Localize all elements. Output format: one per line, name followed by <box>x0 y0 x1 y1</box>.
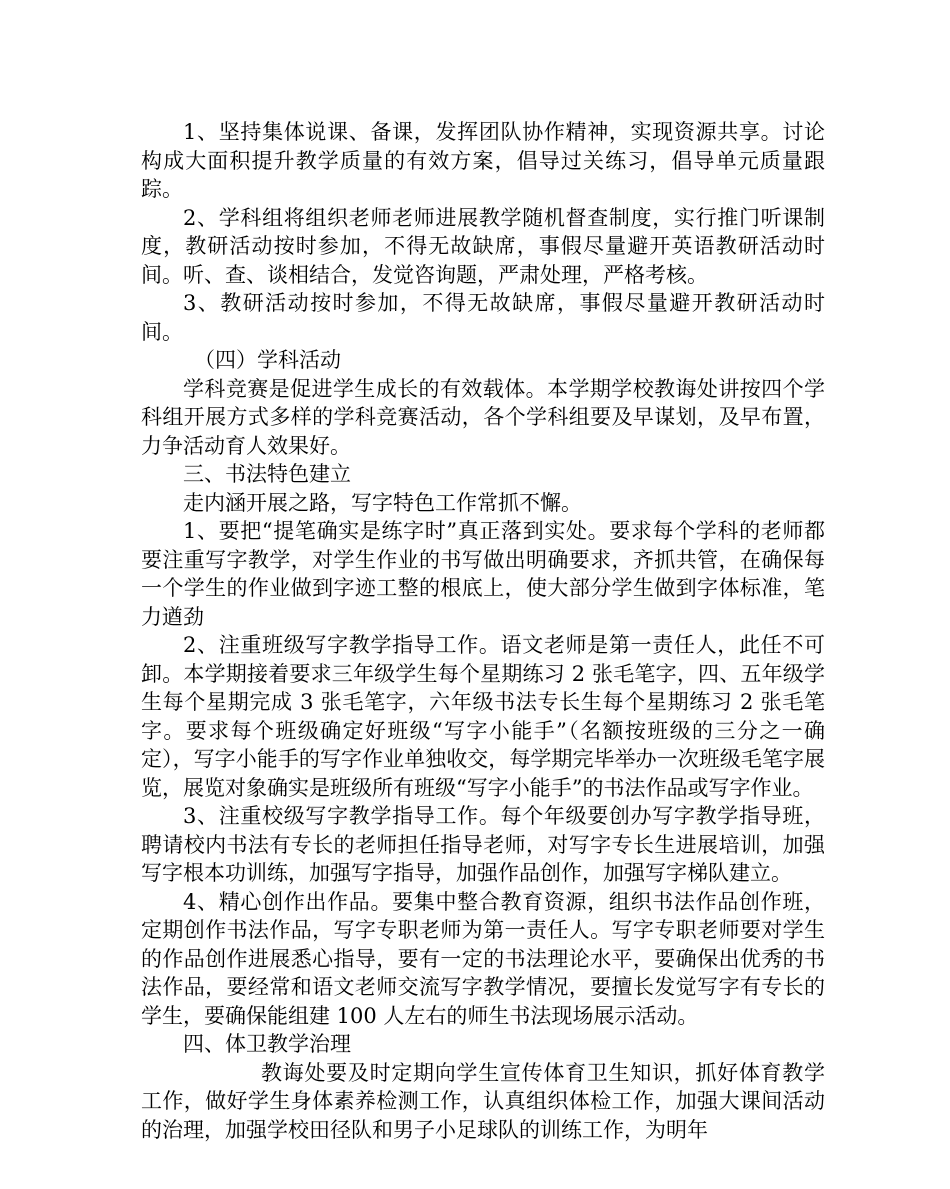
paragraph-calligraphy-item-1: 1、要把“提笔确实是练字时”真正落到实处。要求每个学科的老师都要注重写字教学，对学生作业的书写做出明确要求，齐抓共管，在确保每一个学生的作业做到字迹工整的根底上，使大部分学生做到字体标准，笔力遒劲 <box>141 519 825 629</box>
paragraph-subject-competitions: 学科竞赛是促进学生成长的有效载体。本学期学校教诲处讲按四个学科组开展方式多样的学科竞赛活动，各个学科组要及早谋划，及早布置，力争活动育人效果好。 <box>141 376 825 458</box>
heading-subject-activities: （四）学科活动 <box>194 348 341 372</box>
paragraph-collective-lesson-prep: 1、坚持集体说课、备课，发挥团队协作精神，实现资源共享。讨论构成大面积提升教学质量的有效方案，倡导过关练习，倡导单元质量跟踪。 <box>141 120 825 201</box>
document-body <box>141 118 825 1144</box>
paragraph-calligraphy-intro: 走内涵开展之路，写字特色工作常抓不懈。 <box>183 490 582 515</box>
paragraph-pe-health: 教诲处要及时定期向学生宣传体育卫生知识，抓好体育教学工作，做好学生身体素养检测工作，认真组织体检工作，加强大课间活动的治理，加强学校田径队和男子小足球队的训练工作，为明年 <box>141 1060 825 1142</box>
heading-pe-health: 四、体卫教学治理 <box>183 1032 351 1056</box>
paragraph-calligraphy-item-3: 3、注重校级写字教学指导工作。每个年级要创办写字教学指导班，聘请校内书法有专长的老师担任指导老师，对写字专长生进展培训，加强写字根本功训练，加强写字指导，加强作品创作，加强写字梯队建立。 <box>141 804 825 885</box>
heading-calligraphy: 三、书法特色建立 <box>183 462 351 486</box>
paragraph-calligraphy-item-4: 4、精心创作出作品。要集中整合教育资源，组织书法作品创作班，定期创作书法作品，写字专职老师为第一责任人。写字专职老师要对学生的作品创作进展悉心指导，要有一定的书法理论水平，要确保出优秀的书法作品，要经常和语文老师交流写字教学情况，要擅长发觉写字有专长的学生，要确保能组建 100 人左右的师生书法现场展示活动。 <box>141 889 825 1028</box>
paragraph-research-attendance: 3、教研活动按时参加，不得无故缺席，事假尽量避开教研活动时间。 <box>141 291 825 344</box>
paragraph-calligraphy-item-2: 2、注重班级写字教学指导工作。语文老师是第一责任人，此任不可卸。本学期接着要求三年级学生每个星期练习 2 张毛笔字，四、五年级学生每个星期完成 3 张毛笔字，六年级书法专长生每个星期练习 2 张毛笔字。要求每个班级确定好班级“写字小能手”（名额按班级的三分之一确定），写字小能手的写字作业单独收交，每学期完毕举办一次班级毛笔字展览，展览对象确实是班级所有班级“写字小能手”的书法作品或写字作业。 <box>141 633 825 800</box>
paragraph-random-inspection: 2、学科组将组织老师老师进展教学随机督查制度，实行推门听课制度，教研活动按时参加，不得无故缺席，事假尽量避开英语教研活动时间。听、查、谈相结合，发觉咨询题，严肃处理，严格考核。 <box>141 205 825 287</box>
